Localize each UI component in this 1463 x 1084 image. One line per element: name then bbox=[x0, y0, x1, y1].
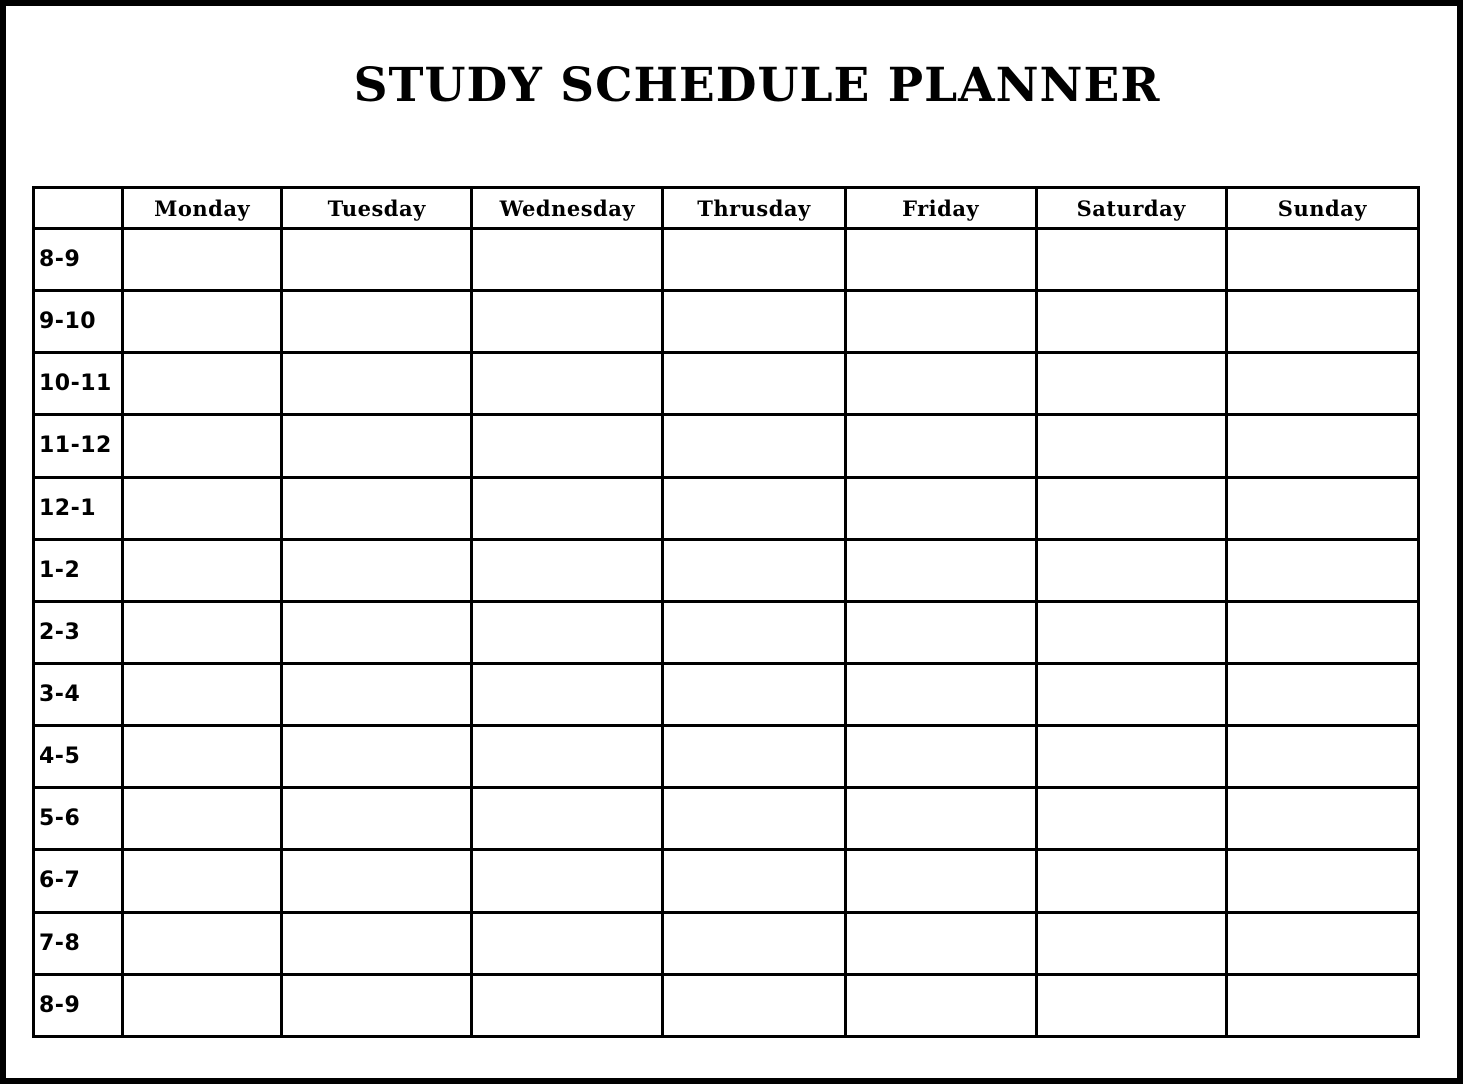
schedule-cell-monday[interactable] bbox=[123, 912, 282, 974]
schedule-cell-saturday[interactable] bbox=[1036, 229, 1226, 291]
schedule-cell-saturday[interactable] bbox=[1036, 726, 1226, 788]
schedule-cell-thursday[interactable] bbox=[663, 974, 845, 1036]
schedule-cell-sunday[interactable] bbox=[1226, 539, 1418, 601]
table-row bbox=[34, 663, 1419, 725]
schedule-cell-saturday[interactable] bbox=[1036, 912, 1226, 974]
schedule-cell-friday[interactable] bbox=[845, 229, 1036, 291]
schedule-cell-friday[interactable] bbox=[845, 850, 1036, 912]
schedule-cell-sunday[interactable] bbox=[1226, 912, 1418, 974]
time-slot-label: 3-4 bbox=[34, 663, 123, 725]
page-title: STUDY SCHEDULE PLANNER bbox=[353, 58, 1161, 113]
schedule-cell-wednesday[interactable] bbox=[472, 477, 663, 539]
time-slot-label: 4-5 bbox=[34, 726, 123, 788]
day-header-sunday: Sunday bbox=[1226, 188, 1418, 229]
schedule-cell-tuesday[interactable] bbox=[282, 726, 472, 788]
table-row bbox=[34, 788, 1419, 850]
schedule-cell-friday[interactable] bbox=[845, 353, 1036, 415]
schedule-cell-thursday[interactable] bbox=[663, 229, 845, 291]
schedule-cell-saturday[interactable] bbox=[1036, 850, 1226, 912]
schedule-cell-monday[interactable] bbox=[123, 229, 282, 291]
table-row bbox=[34, 539, 1419, 601]
time-slot-label: 8-9 bbox=[34, 974, 123, 1036]
schedule-cell-saturday[interactable] bbox=[1036, 415, 1226, 477]
schedule-cell-saturday[interactable] bbox=[1036, 788, 1226, 850]
schedule-cell-thursday[interactable] bbox=[663, 850, 845, 912]
table-row bbox=[34, 353, 1419, 415]
schedule-cell-wednesday[interactable] bbox=[472, 353, 663, 415]
schedule-cell-tuesday[interactable] bbox=[282, 353, 472, 415]
schedule-table bbox=[32, 186, 1420, 1038]
schedule-cell-wednesday[interactable] bbox=[472, 291, 663, 353]
schedule-cell-tuesday[interactable] bbox=[282, 229, 472, 291]
day-header-wednesday: Wednesday bbox=[472, 188, 663, 229]
day-header-saturday: Saturday bbox=[1036, 188, 1226, 229]
schedule-cell-tuesday[interactable] bbox=[282, 477, 472, 539]
header-row bbox=[34, 188, 1419, 229]
schedule-cell-sunday[interactable] bbox=[1226, 850, 1418, 912]
schedule-cell-thursday[interactable] bbox=[663, 415, 845, 477]
schedule-cell-saturday[interactable] bbox=[1036, 291, 1226, 353]
schedule-cell-thursday[interactable] bbox=[663, 539, 845, 601]
schedule-cell-sunday[interactable] bbox=[1226, 415, 1418, 477]
table-row bbox=[34, 726, 1419, 788]
schedule-cell-sunday[interactable] bbox=[1226, 663, 1418, 725]
time-slot-label: 1-2 bbox=[34, 539, 123, 601]
schedule-cell-wednesday[interactable] bbox=[472, 663, 663, 725]
day-header-tuesday: Tuesday bbox=[282, 188, 472, 229]
table-row bbox=[34, 415, 1419, 477]
schedule-cell-sunday[interactable] bbox=[1226, 974, 1418, 1036]
schedule-cell-thursday[interactable] bbox=[663, 663, 845, 725]
schedule-cell-thursday[interactable] bbox=[663, 601, 845, 663]
table-row bbox=[34, 291, 1419, 353]
schedule-cell-monday[interactable] bbox=[123, 291, 282, 353]
schedule-cell-monday[interactable] bbox=[123, 539, 282, 601]
schedule-cell-friday[interactable] bbox=[845, 788, 1036, 850]
day-header-monday: Monday bbox=[123, 188, 282, 229]
schedule-cell-friday[interactable] bbox=[845, 663, 1036, 725]
schedule-cell-sunday[interactable] bbox=[1226, 229, 1418, 291]
table-row bbox=[34, 912, 1419, 974]
schedule-cell-wednesday[interactable] bbox=[472, 415, 663, 477]
schedule-cell-wednesday[interactable] bbox=[472, 539, 663, 601]
schedule-cell-friday[interactable] bbox=[845, 415, 1036, 477]
time-slot-label: 11-12 bbox=[34, 415, 123, 477]
schedule-cell-tuesday[interactable] bbox=[282, 663, 472, 725]
schedule-cell-thursday[interactable] bbox=[663, 291, 845, 353]
schedule-cell-monday[interactable] bbox=[123, 415, 282, 477]
day-header-friday: Friday bbox=[845, 188, 1036, 229]
schedule-cell-tuesday[interactable] bbox=[282, 291, 472, 353]
schedule-cell-monday[interactable] bbox=[123, 788, 282, 850]
schedule-cell-wednesday[interactable] bbox=[472, 726, 663, 788]
schedule-cell-monday[interactable] bbox=[123, 477, 282, 539]
schedule-cell-sunday[interactable] bbox=[1226, 726, 1418, 788]
time-slot-label: 10-11 bbox=[34, 353, 123, 415]
schedule-cell-saturday[interactable] bbox=[1036, 601, 1226, 663]
schedule-cell-wednesday[interactable] bbox=[472, 912, 663, 974]
schedule-cell-saturday[interactable] bbox=[1036, 353, 1226, 415]
schedule-cell-friday[interactable] bbox=[845, 726, 1036, 788]
schedule-cell-wednesday[interactable] bbox=[472, 601, 663, 663]
schedule-cell-friday[interactable] bbox=[845, 601, 1036, 663]
schedule-cell-monday[interactable] bbox=[123, 353, 282, 415]
time-slot-label: 2-3 bbox=[34, 601, 123, 663]
schedule-cell-wednesday[interactable] bbox=[472, 229, 663, 291]
schedule-cell-tuesday[interactable] bbox=[282, 974, 472, 1036]
schedule-cell-friday[interactable] bbox=[845, 912, 1036, 974]
schedule-cell-tuesday[interactable] bbox=[282, 850, 472, 912]
time-slot-label: 12-1 bbox=[34, 477, 123, 539]
schedule-cell-tuesday[interactable] bbox=[282, 415, 472, 477]
schedule-cell-saturday[interactable] bbox=[1036, 477, 1226, 539]
schedule-cell-monday[interactable] bbox=[123, 601, 282, 663]
schedule-cell-sunday[interactable] bbox=[1226, 788, 1418, 850]
time-slot-label: 9-10 bbox=[34, 291, 123, 353]
schedule-cell-sunday[interactable] bbox=[1226, 291, 1418, 353]
table-row bbox=[34, 974, 1419, 1036]
schedule-cell-tuesday[interactable] bbox=[282, 539, 472, 601]
time-slot-label: 8-9 bbox=[34, 229, 123, 291]
schedule-cell-sunday[interactable] bbox=[1226, 601, 1418, 663]
schedule-cell-wednesday[interactable] bbox=[472, 974, 663, 1036]
time-slot-label: 5-6 bbox=[34, 788, 123, 850]
schedule-cell-thursday[interactable] bbox=[663, 912, 845, 974]
schedule-cell-monday[interactable] bbox=[123, 663, 282, 725]
schedule-cell-friday[interactable] bbox=[845, 539, 1036, 601]
schedule-cell-tuesday[interactable] bbox=[282, 912, 472, 974]
schedule-cell-thursday[interactable] bbox=[663, 726, 845, 788]
schedule-cell-saturday[interactable] bbox=[1036, 974, 1226, 1036]
time-slot-label: 6-7 bbox=[34, 850, 123, 912]
schedule-cell-sunday[interactable] bbox=[1226, 477, 1418, 539]
schedule-cell-tuesday[interactable] bbox=[282, 601, 472, 663]
table-row bbox=[34, 601, 1419, 663]
schedule-cell-friday[interactable] bbox=[845, 291, 1036, 353]
schedule-cell-friday[interactable] bbox=[845, 974, 1036, 1036]
schedule-cell-thursday[interactable] bbox=[663, 788, 845, 850]
schedule-cell-wednesday[interactable] bbox=[472, 788, 663, 850]
day-header-thursday: Thrusday bbox=[663, 188, 845, 229]
table-row bbox=[34, 229, 1419, 291]
schedule-cell-sunday[interactable] bbox=[1226, 353, 1418, 415]
schedule-cell-saturday[interactable] bbox=[1036, 663, 1226, 725]
schedule-cell-thursday[interactable] bbox=[663, 477, 845, 539]
table-row bbox=[34, 850, 1419, 912]
time-slot-label: 7-8 bbox=[34, 912, 123, 974]
schedule-cell-monday[interactable] bbox=[123, 726, 282, 788]
table-row bbox=[34, 477, 1419, 539]
schedule-cell-tuesday[interactable] bbox=[282, 788, 472, 850]
corner-header-cell bbox=[34, 188, 123, 229]
schedule-cell-monday[interactable] bbox=[123, 974, 282, 1036]
schedule-cell-saturday[interactable] bbox=[1036, 539, 1226, 601]
schedule-cell-wednesday[interactable] bbox=[472, 850, 663, 912]
schedule-cell-friday[interactable] bbox=[845, 477, 1036, 539]
schedule-cell-thursday[interactable] bbox=[663, 353, 845, 415]
schedule-cell-monday[interactable] bbox=[123, 850, 282, 912]
